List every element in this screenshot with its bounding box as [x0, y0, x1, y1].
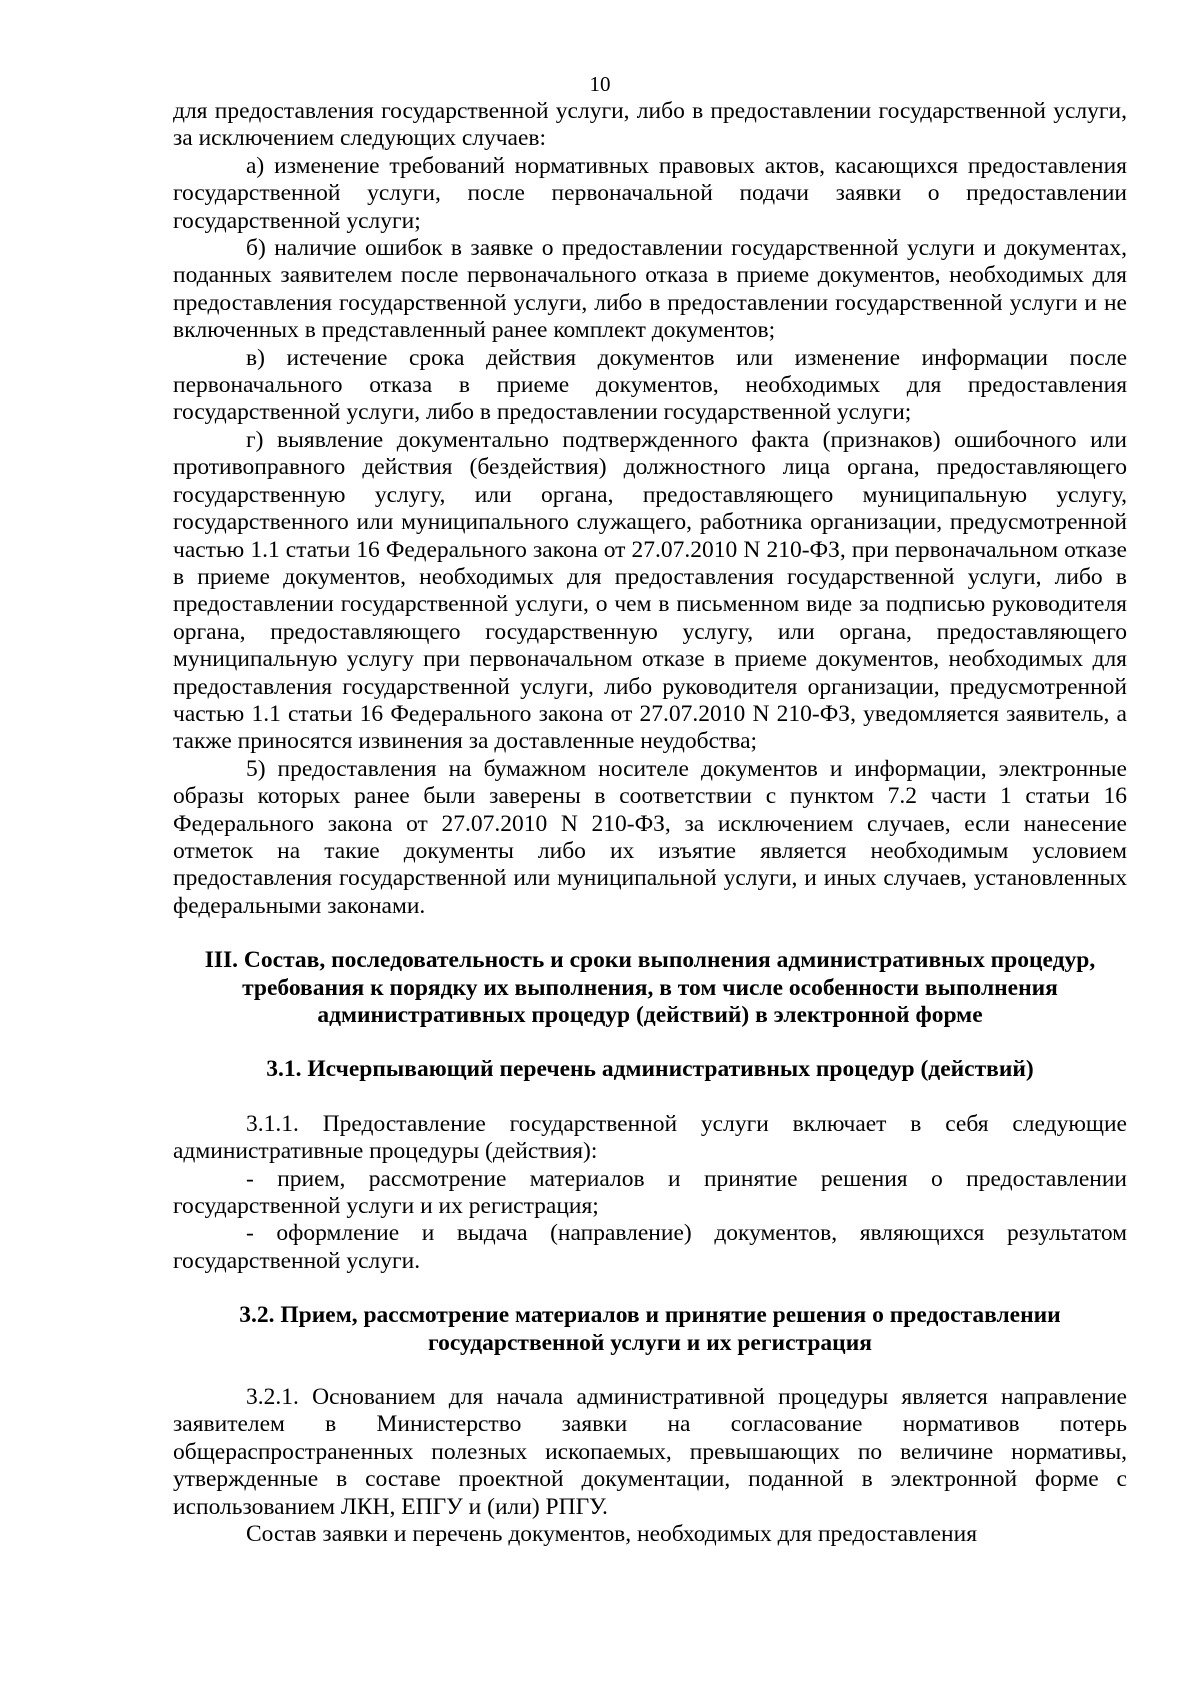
subheading-3-2 — [173, 1302, 1127, 1357]
paragraph: 3.2.1. Основанием для начала административной процедуры является направление заявителем в Министерство заявки на согласование нормативов потерь общераспространенных полезных ископаемых, превышающих по величине нормативы, утвержденные в составе проектной документации, поданной в электронной форме с использованием ЛКН, ЕПГУ и (или) РПГУ. — [173, 1384, 1127, 1520]
paragraph: - прием, рассмотрение материалов и принятие решения о предоставлении государственной услуги и их регистрация; — [173, 1165, 1127, 1220]
paragraphs-top — [173, 98, 1127, 920]
paragraph: Состав заявки и перечень документов, необходимых для предоставления — [246, 1521, 978, 1548]
subheading-line: 3.2. Прием, рассмотрение материалов и принятие решения о предоставлении — [239, 1302, 1061, 1329]
paragraphs-3-2 — [173, 1384, 1127, 1548]
paragraph: а) изменение требований нормативных правовых актов, касающихся предоставления государственной услуги, после первоначальной подачи заявки о предоставлении государственной услуги; — [173, 152, 1127, 234]
paragraph: - оформление и выдача (направление) документов, являющихся результатом государственной услуги. — [173, 1220, 1127, 1274]
paragraph: г) выявление документально подтвержденного факта (признаков) ошибочного или противоправного действия (бездействия) должностного лица органа, предоставляющего государственную услугу, или органа, предоставляющего муниципальную услугу, государственного или муниципального служащего, работника организации, предусмотренной частью 1.1 статьи 16 Федерального закона от 27.07.2010 N 210-ФЗ, при первоначальном отказе в приеме документов, необходимых для предоставления государственной услуги, либо в предоставлении государственной услуги, о чем в письменном виде за подписью руководителя органа, предоставляющего государственную услугу, или органа, предоставляющего муниципальную услугу при первоначальном отказе в приеме документов, необходимых для предоставления государственной услуги, либо руководителя организации, предусмотренной частью 1.1 статьи 16 Федерального закона от 27.07.2010 N 210-ФЗ, уведомляется заявитель, а также приносятся извинения за доставленные неудобства; — [173, 426, 1127, 755]
paragraphs-3-1 — [173, 1111, 1127, 1275]
subheading-line: государственной услуги и их регистрация — [428, 1329, 872, 1356]
section-heading-line: административных процедур (действий) в электронной форме — [317, 1002, 983, 1028]
paragraph: б) наличие ошибок в заявке о предоставлении государственной услуги и документах, поданных заявителем после первоначального отказа в приеме документов, необходимых для предоставления государственной услуги, либо в предоставлении государственной услуги и не включенных в представленный ранее комплект документов; — [173, 235, 1127, 344]
document-body — [173, 98, 1127, 1549]
paragraph: для предоставления государственной услуги, либо в предоставлении государственной услуги, за исключением следующих случаев: — [173, 98, 1127, 152]
section-heading-line: III. Состав, последовательность и сроки выполнения административных процедур, — [204, 947, 1096, 974]
paragraph: 3.1.1. Предоставление государственной услуги включает в себя следующие административные процедуры (действия): — [173, 1110, 1127, 1165]
section-heading — [173, 947, 1127, 1029]
paragraph: 5) предоставления на бумажном носителе документов и информации, электронные образы которых ранее были заверены в соответствии с пунктом 7.2 части 1 статьи 16 Федерального закона от 27.07.2010 N 210-ФЗ, за исключением случаев, если нанесение отметок на такие документы либо их изъятие является необходимым условием предоставления государственной или муниципальной услуги, и иных случаев, установленных федеральными законами. — [173, 755, 1127, 919]
section-heading-line: требования к порядку их выполнения, в том числе особенности выполнения — [242, 974, 1058, 1001]
subheading-line: 3.1. Исчерпывающий перечень административных процедур (действий) — [266, 1056, 1034, 1083]
page-number: 10 — [589, 72, 611, 96]
subheading-3-1 — [173, 1056, 1127, 1083]
paragraph: в) истечение срока действия документов или изменение информации после первоначального отказа в приеме документов, необходимых для предоставления государственной услуги, либо в предоставлении государственной услуги; — [173, 344, 1127, 426]
